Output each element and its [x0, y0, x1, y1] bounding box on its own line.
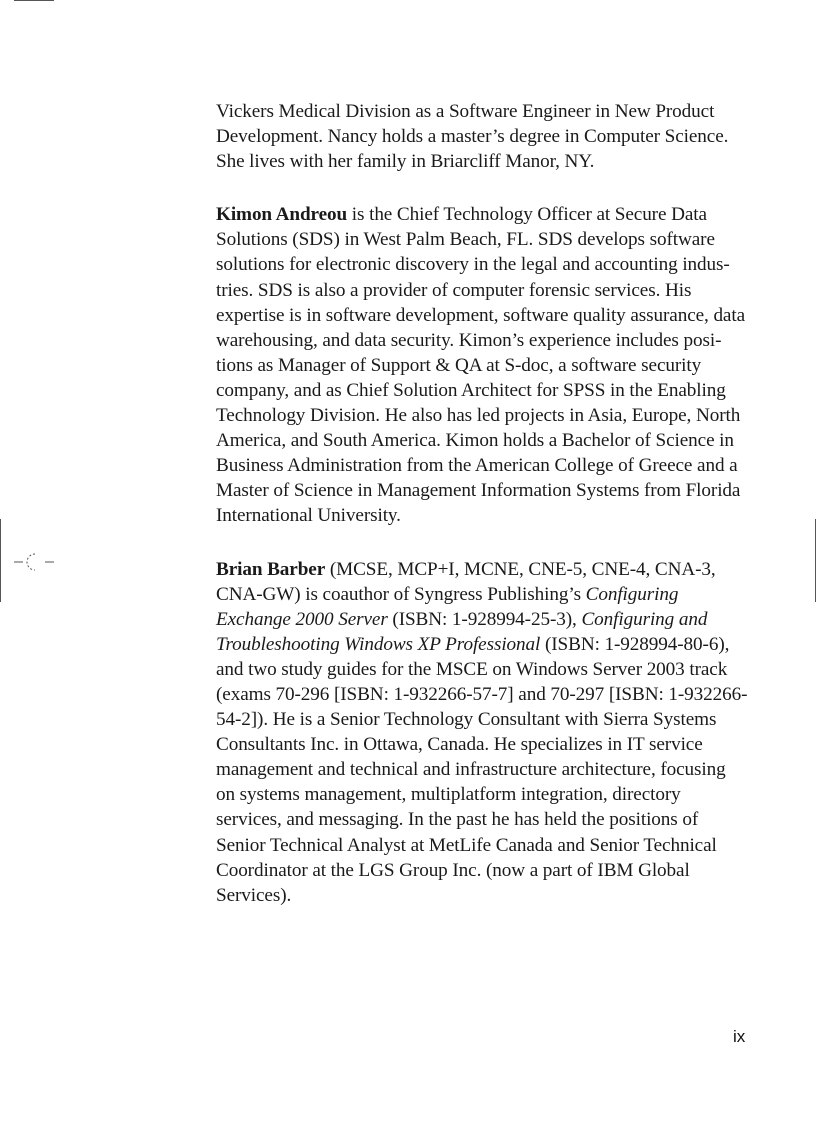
- bio-paragraph-brian: [216, 557, 748, 908]
- bio-text: is the Chief Technology Officer at Secure Data Solutions (SDS) in West Palm Beach, FL. SDS develops software solutions for electronic discovery in the legal and accounting industries. SDS is also a provider of computer forensic services. His expertise is in software development, software quality assurance, data warehousing, and data security. Kimon’s experience includes positions as Manager of Support & QA at S-doc, a software security company, and as Chief Solution Architect for SPSS in the Enabling Technology Division. He also has led projects in Asia, Europe, North America, and South America. Kimon holds a Bachelor of Science in Business Administration from the American College of Greece and a Master of Science in Management Information Systems from Florida International University.: [216, 204, 745, 527]
- bio-content: [216, 99, 748, 936]
- bio-text: Vickers Medical Division as a Software Engineer in New Product Development. Nancy holds a master’s degree in Computer Science. She lives with her family in Briarcliff Manor, NY.: [216, 101, 729, 173]
- author-name: Kimon Andreou: [216, 204, 348, 226]
- author-name: Brian Barber: [216, 558, 326, 580]
- book-title: Configuring Exchange 2000 Server: [216, 583, 679, 630]
- bio-text: (ISBN: 1-928994-80-6), and two study guides for the MSCE on Windows Server 2003 track (exams 70-296 [ISBN: 1-932266-57-7] and 70-297 [ISBN: 1-932266-54-2]). He is a Senior Technology Consultant with Sierra Systems Consultants Inc. in Ottawa, Canada. He specializes in IT service management and technical and infrastructure architecture, focusing on systems management, multiplatform integration, directory services, and messaging. In the past he has held the positions of Senior Technical Analyst at MetLife Canada and Senior Technical Coordinator at the LGS Group Inc. (now a part of IBM Global Services).: [216, 633, 748, 906]
- bio-text: (ISBN: 1-928994-25-3),: [387, 608, 582, 630]
- edge-mark-left: [0, 519, 1, 602]
- bio-text: (MCSE, MCP+I, MCNE, CNE-5, CNE-4, CNA-3, CNA-GW) is coauthor of Syngress Publishing’s: [216, 558, 716, 605]
- bio-paragraph-kimon: [216, 202, 748, 528]
- page-number: ix: [733, 1027, 746, 1046]
- registration-mark-icon: [14, 550, 54, 574]
- bio-paragraph-nancy: [216, 99, 748, 174]
- crop-mark-top: [14, 0, 54, 2]
- book-title: Configuring and Troubleshooting Windows XP Professional: [216, 608, 708, 655]
